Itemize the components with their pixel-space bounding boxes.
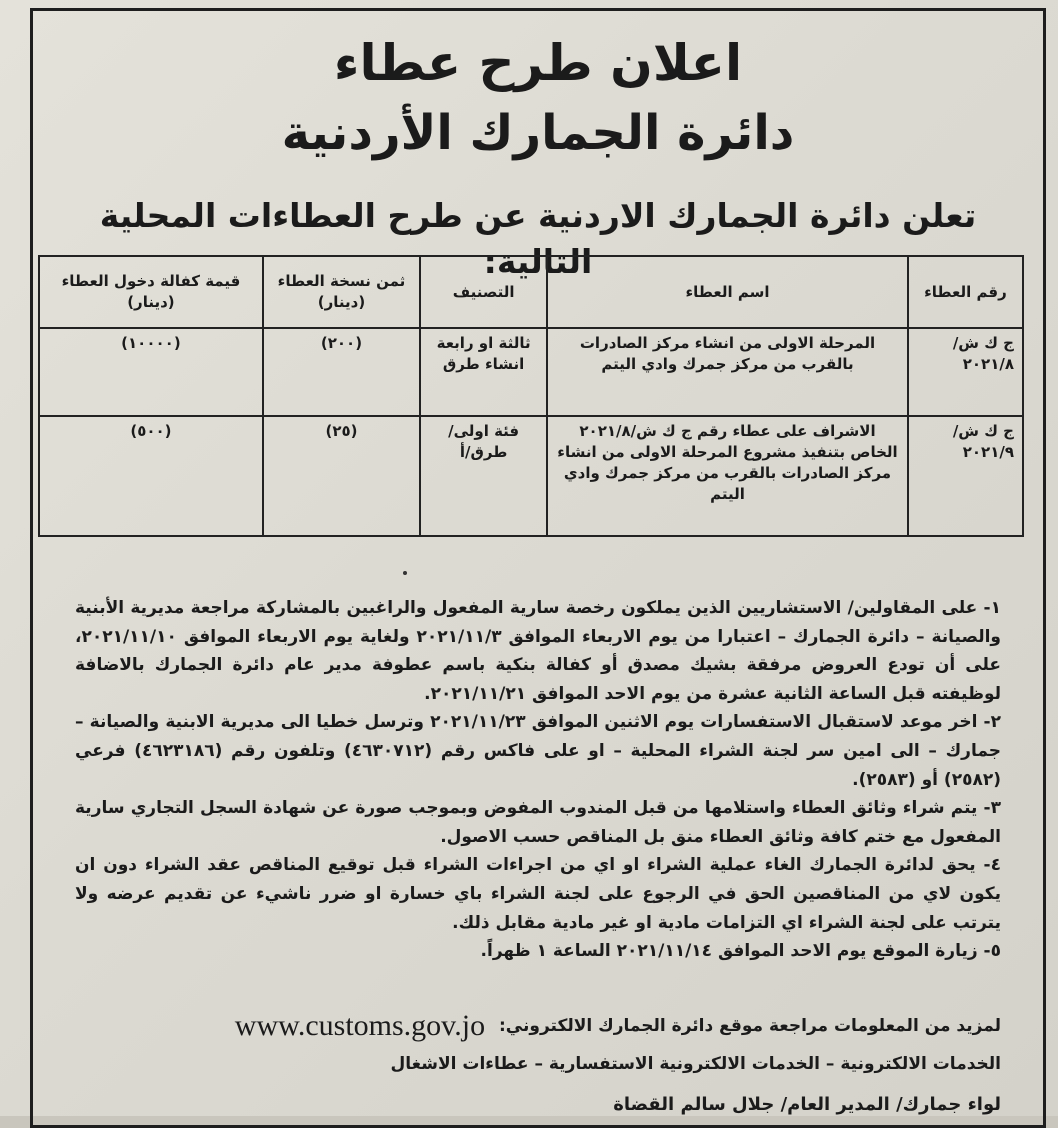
tender-copy-price: (٢٥) — [263, 416, 420, 536]
header-tender-name: اسم العطاء — [547, 256, 908, 328]
header-copy-price: ثمن نسخة العطاء (دينار) — [263, 256, 420, 328]
term-item: ٣- يتم شراء وثائق العطاء واستلامها من قبل المندوب المفوض وبموجب صورة عن شهادة السجل التجاري سارية المفعول مع ختم كافة وثائق العطاء منق بل المناقص حسب الاصول. — [75, 798, 1001, 847]
table-header-row — [39, 256, 1023, 328]
signature: لواء جمارك/ المدير العام/ جلال سالم القضاة — [613, 1094, 1001, 1115]
term-item: ١- على المقاولين/ الاستشاريين الذين يملكون رخصة سارية المفعول والراغبين بالمشاركة مراجعة مديرية الأبنية والصيانة – دائرة الجمارك – اعتبارا من يوم الاربعاء الموافق ٢٠٢١/١١/٣ ولغاية يوم الاربعاء الموافق ٢٠٢١/١١/١٠، على أن تودع العروض مرفقة بشيك مصدق أو كفالة بنكية باسم عطوفة مدير عام دائرة الجمارك بالاضافة لوظيفته قبل الساعة الثانية عشرة من يوم الاحد الموافق ٢٠٢١/١١/٢١. — [75, 598, 1001, 704]
tender-number: ج ك ش/٢٠٢١/٩ — [908, 416, 1023, 536]
tender-number: ج ك ش/٢٠٢١/٨ — [908, 328, 1023, 416]
department-name: دائرة الجمارك الأردنية — [281, 105, 795, 161]
tender-copy-price: (٢٠٠) — [263, 328, 420, 416]
more-info-text: لمزيد من المعلومات مراجعة موقع دائرة الجمارك الالكتروني: — [499, 1016, 1001, 1036]
announcement-title: اعلان طرح عطاء — [333, 34, 743, 92]
term-item: ٥- زيارة الموقع يوم الاحد الموافق ٢٠٢١/١١/١٤ الساعة ١ ظهراً. — [480, 941, 1001, 962]
more-info — [75, 1011, 1001, 1041]
tenders-table — [38, 255, 1024, 537]
ink-spot — [403, 571, 407, 575]
website-link[interactable]: www.customs.gov.jo — [234, 1009, 486, 1042]
header-tender-number: رقم العطاء — [908, 256, 1023, 328]
announcement-frame — [30, 8, 1046, 1128]
tender-classification: ثالثة او رابعة انشاء طرق — [420, 328, 547, 416]
term-item: ٢- اخر موعد لاستقبال الاستفسارات يوم الاثنين الموافق ٢٠٢١/١١/٢٣ وترسل خطيا الى مديرية الابنية والصيانة – جمارك – الى امين سر لجنة الشراء المحلية – او على فاكس رقم (٤٦٣٠٧١٢) وتلفون رقم (٤٦٢٣١٨٦) فرعي (٢٥٨٢) أو (٢٥٨٣). — [75, 712, 1001, 790]
website-path: الخدمات الالكترونية – الخدمات الالكترونية الاستفسارية – عطاءات الاشغال — [390, 1054, 1001, 1074]
term-item: ٤- يحق لدائرة الجمارك الغاء عملية الشراء او اي من اجراءات الشراء قبل توقيع المناقص عقد الشراء دون ان يكون لاي من المناقصين الحق في الرجوع على لجنة الشراء باي خسارة او ضرر ناشيء عن تقديم عرضه ولا يترتب على لجنة الشراء اي التزامات مادية او غير مادية مقابل ذلك. — [75, 855, 1001, 933]
tender-classification: فئة اولى/ طرق/أ — [420, 416, 547, 536]
table-row — [39, 328, 1023, 416]
terms-section — [75, 594, 1001, 966]
header-bond-value: قيمة كفالة دخول العطاء (دينار) — [39, 256, 263, 328]
tender-name: الاشراف على عطاء رقم ج ك ش/٢٠٢١/٨ الخاص بتنفيذ مشروع المرحلة الاولى من انشاء مركز الصادرات بالقرب من مركز جمرك وادي اليتم — [547, 416, 908, 536]
tender-bond-value: (٥٠٠) — [39, 416, 263, 536]
announcement-subtitle: تعلن دائرة الجمارك الاردنية عن طرح العطاءات المحلية التالية: — [99, 196, 977, 281]
tender-name: المرحلة الاولى من انشاء مركز الصادرات بالقرب من مركز جمرك وادي اليتم — [547, 328, 908, 416]
tender-bond-value: (١٠٠٠٠) — [39, 328, 263, 416]
table-row — [39, 416, 1023, 536]
header-classification: التصنيف — [420, 256, 547, 328]
